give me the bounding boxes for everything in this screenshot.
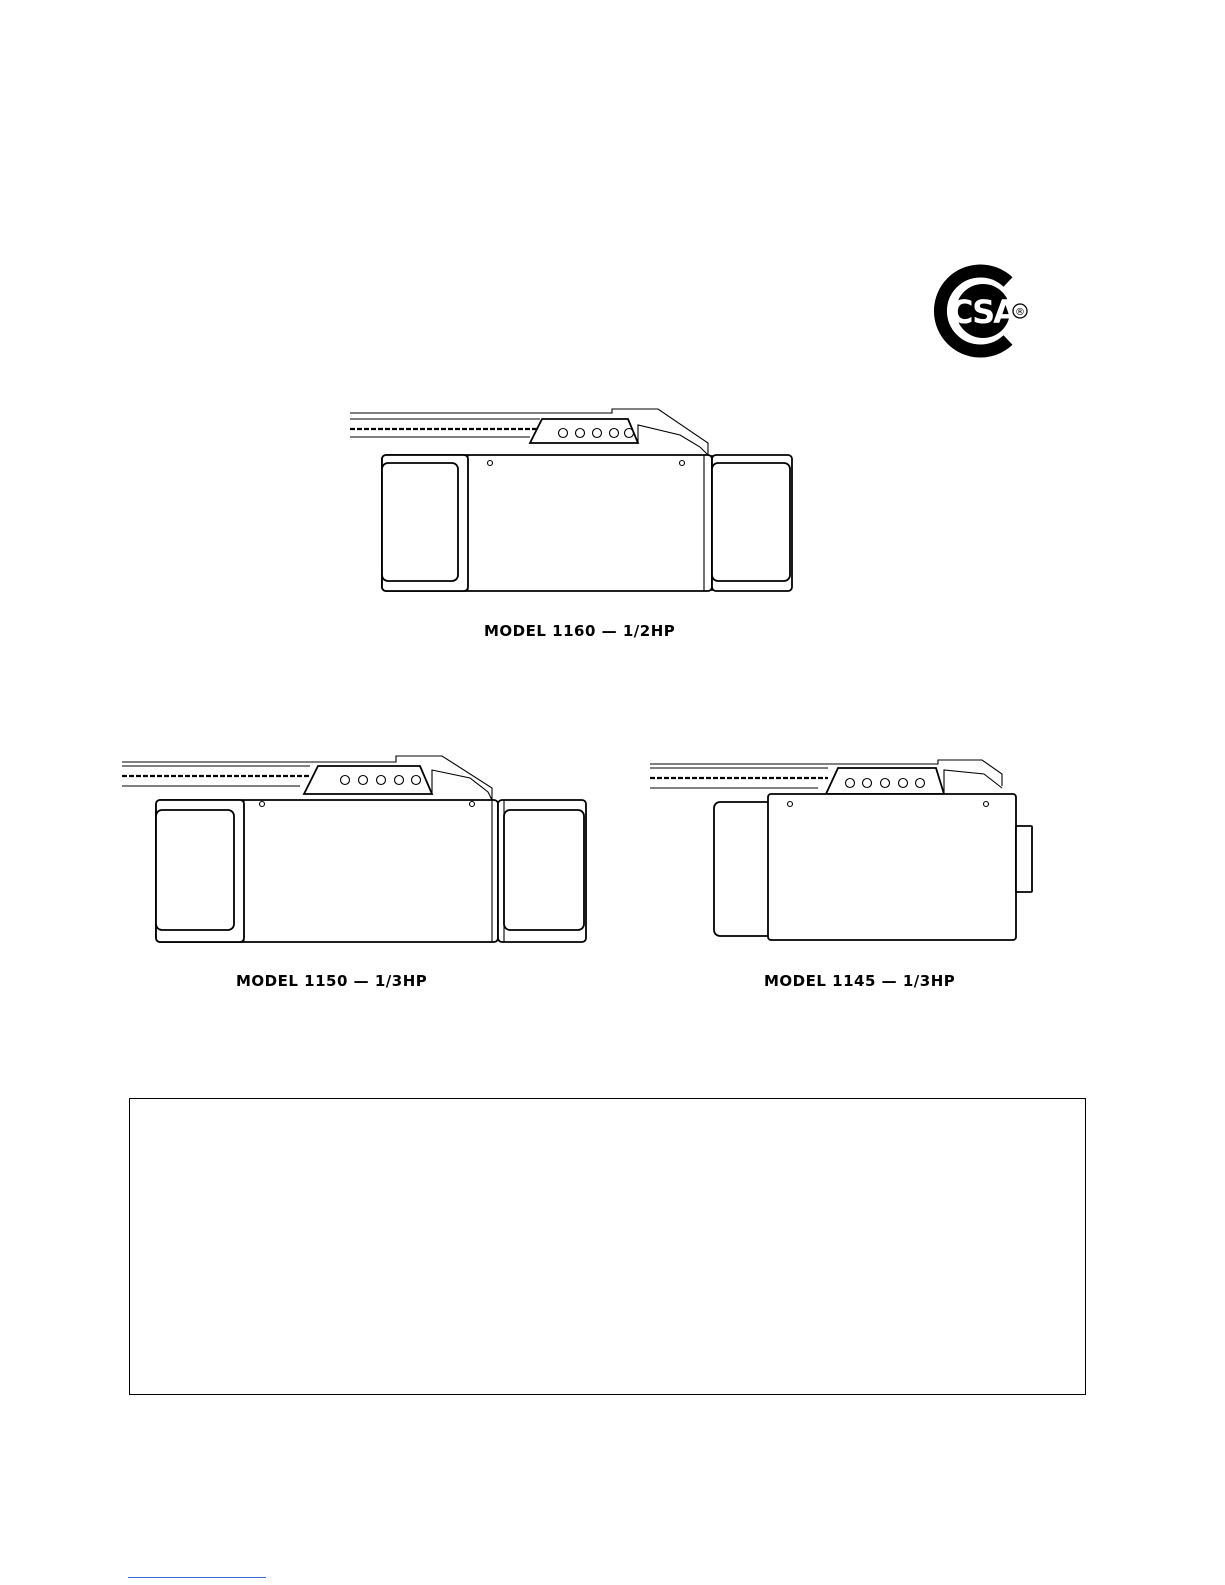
csa-logo (940, 266, 1035, 356)
csa-logo-text: CSA (950, 293, 1016, 331)
model-1160-caption: MODEL 1160 — 1/2HP (484, 622, 676, 640)
opener-illustration-1150 (120, 752, 590, 947)
footer-rule (128, 1577, 266, 1578)
notice-box (129, 1098, 1086, 1395)
csa-logo-mark (940, 266, 1035, 356)
model-1145-caption: MODEL 1145 — 1/3HP (764, 972, 956, 990)
opener-illustration-1160 (340, 405, 800, 595)
model-1150-caption: MODEL 1150 — 1/3HP (236, 972, 428, 990)
registered-mark: ® (1015, 307, 1025, 318)
opener-illustration-1145 (648, 752, 1043, 947)
